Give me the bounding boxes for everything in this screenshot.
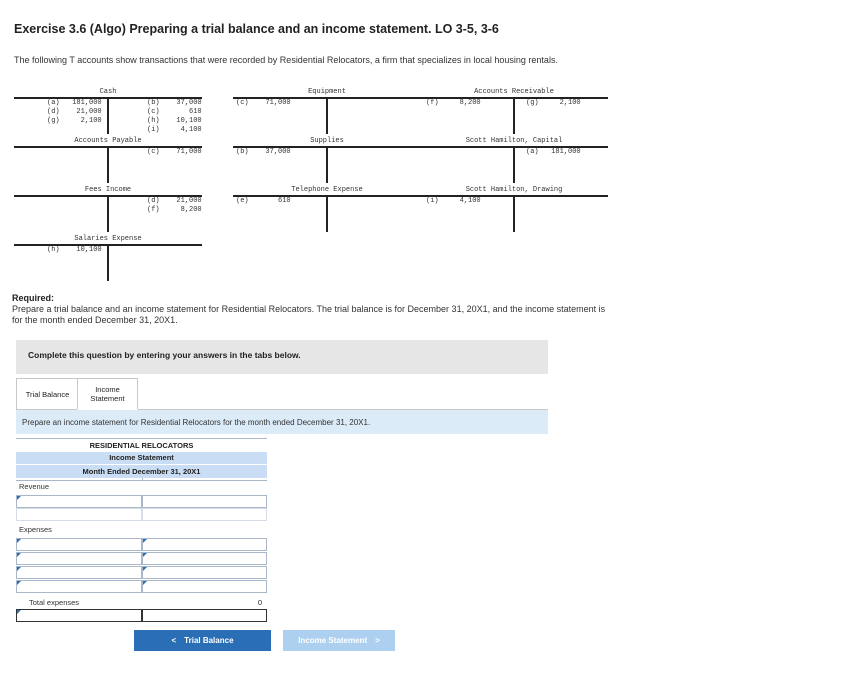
intro-text: The following T accounts show transactions that were recorded by Residential Relocators, a firm that specializes in local housing rentals. [14,55,558,65]
t-account-name: Equipment [308,88,346,96]
t-account-name: Cash [99,88,117,96]
expense-amount-input[interactable] [142,552,267,565]
expense-row [16,566,267,579]
total-expenses-label: Total expenses [29,598,80,607]
debit-entries: (f) 8,200 [426,99,481,107]
t-line [107,245,109,281]
t-line [326,147,328,183]
t-line [326,98,328,134]
t-account-name: Accounts Payable [74,137,142,145]
tab-income-statement[interactable] [77,378,138,410]
expenses-label: Expenses [19,525,52,534]
credit-entries: (c) 71,000 [147,148,202,156]
tab-label: Trial Balance [25,389,70,399]
credit-entries: (g) 2,100 [526,99,581,107]
t-line [326,196,328,232]
t-account-equipment [233,89,421,134]
input-marker [17,553,21,557]
next-tab-button[interactable] [283,630,395,651]
t-line [513,196,515,232]
blank-cell [142,508,267,521]
expense-amount-input[interactable] [142,580,267,593]
input-marker [143,567,147,571]
credit-entries: (a) 181,000 [526,148,581,156]
expense-account-input[interactable] [16,580,142,593]
statement-title: Income Statement [16,452,267,464]
instruction-text: Prepare an income statement for Residential Relocators for the month ended December 31, 20X1. [22,418,371,427]
input-marker [17,581,21,585]
revenue-amount-input[interactable] [142,495,267,508]
t-account-drawing [420,187,608,232]
total-expenses-label-cell [16,595,142,608]
expense-account-input[interactable] [16,538,142,551]
debit-entries: (e) 610 [236,197,291,205]
t-account-name: Fees Income [84,186,132,194]
blank-cell [16,508,142,521]
page-title: Exercise 3.6 (Algo) Preparing a trial balance and an income statement. LO 3-5, 3-6 [14,22,499,36]
net-income-label-input[interactable] [16,609,142,622]
total-expenses-value: 0 [257,598,262,607]
t-line [107,98,109,134]
expense-amount-input[interactable] [142,566,267,579]
credit-entries: (d) 21,000 (f) 8,200 [147,197,202,214]
debit-entries: (i) 4,100 [426,197,481,205]
revenue-blank-row [16,508,267,521]
t-account-capital [420,138,608,183]
t-line [513,98,515,134]
expense-account-input[interactable] [16,552,142,565]
chevron-left-icon: < [171,636,177,645]
t-account-accounts-payable [14,138,202,183]
expense-row [16,580,267,593]
revenue-account-input[interactable] [16,495,142,508]
instruction-bar [16,409,548,434]
t-account-name: Scott Hamilton, Capital [465,137,563,145]
t-account-salaries-expense [14,236,202,281]
t-line [513,147,515,183]
divider-mark [142,478,143,480]
tab-label: Income Statement [90,385,125,403]
input-marker [143,553,147,557]
company-name: RESIDENTIAL RELOCATORS [16,438,267,452]
banner-text: Complete this question by entering your answers in the tabs below. [28,350,301,360]
t-account-telephone-expense [233,187,421,232]
expense-row [16,552,267,565]
expense-account-input[interactable] [16,566,142,579]
t-line [107,147,109,183]
expense-row [16,538,267,551]
t-account-fees-income [14,187,202,232]
t-account-accounts-receivable [420,89,608,134]
input-marker [17,539,21,543]
revenue-label: Revenue [19,482,50,491]
input-marker [17,496,21,500]
debit-entries: (a) 181,000 (d) 21,000 (g) 2,100 [47,99,102,125]
input-marker [143,581,147,585]
revenue-row [16,495,267,508]
tab-trial-balance[interactable] [16,378,79,410]
input-marker [17,610,21,614]
prev-tab-button[interactable] [134,630,271,651]
statement-period: Month Ended December 31, 20X1 [16,465,267,478]
t-account-name: Salaries Expense [74,235,142,243]
input-marker [143,539,147,543]
net-income-amount-input[interactable] [142,609,267,622]
expense-amount-input[interactable] [142,538,267,551]
t-account-supplies [233,138,421,183]
total-expenses-value-cell [142,595,267,608]
t-account-name: Accounts Receivable [474,88,554,96]
t-account-name: Scott Hamilton, Drawing [465,186,563,194]
net-income-row [16,609,267,622]
input-marker [17,567,21,571]
t-account-cash [14,89,202,134]
total-expenses-row [16,595,267,608]
chevron-right-icon: > [375,636,380,645]
next-button-label: Income Statement [298,636,368,645]
t-line [107,196,109,232]
t-account-name: Supplies [310,137,344,145]
debit-entries: (c) 71,000 [236,99,291,107]
debit-entries: (b) 37,000 [236,148,291,156]
instructions-banner [16,340,548,374]
required-text: Prepare a trial balance and an income statement for Residential Relocators. The trial balance is for December 31, 20X1, and the income statement is for the month ended December 31, 20X1. [12,304,606,325]
required-heading: Required: [12,293,55,303]
debit-entries: (h) 10,100 [47,246,102,254]
header-divider [16,478,267,481]
t-account-name: Telephone Expense [291,186,363,194]
credit-entries: (b) 37,000 (c) 610 (h) 10,100 (i) 4,100 [147,99,202,134]
prev-button-label: Trial Balance [184,636,234,645]
